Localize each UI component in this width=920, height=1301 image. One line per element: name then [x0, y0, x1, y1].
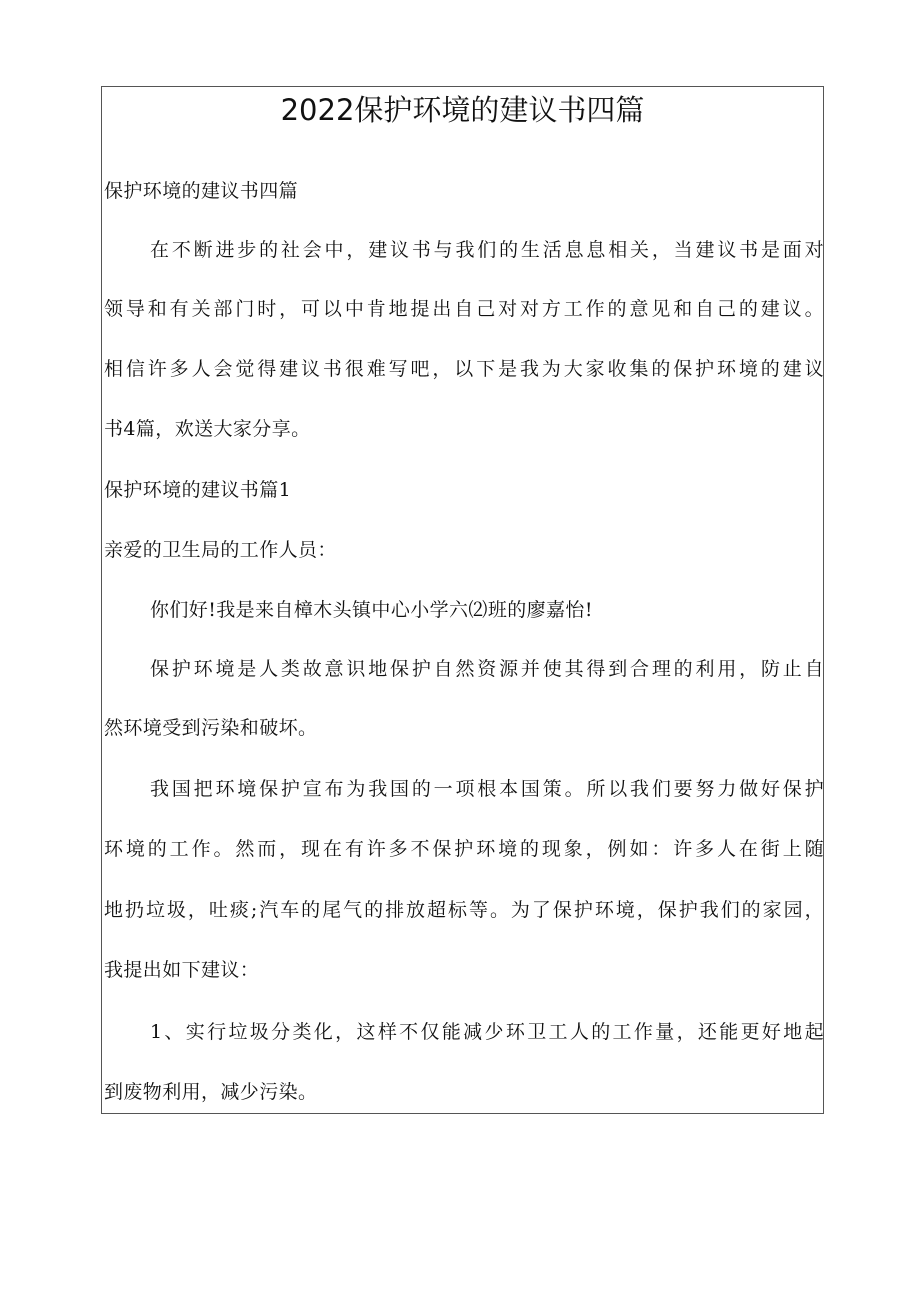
paragraph-line: 书4篇，欢送大家分享。 [104, 418, 311, 440]
salutation-line: 亲爱的卫生局的工作人员： [104, 539, 337, 561]
list-item-line: 1、实行垃圾分类化，这样不仅能减少环卫工人的工作量，还能更好地起 [150, 1021, 824, 1043]
subtitle-line: 保护环境的建议书四篇 [104, 180, 299, 202]
paragraph-line: 我提出如下建议： [104, 959, 260, 981]
list-item-line: 到废物利用，减少污染。 [104, 1081, 318, 1103]
paragraph-line: 相信许多人会觉得建议书很难写吧，以下是我为大家收集的保护环境的建议 [104, 358, 824, 380]
document-title: 2022保护环境的建议书四篇 [280, 93, 645, 127]
paragraph-line: 在不断进步的社会中，建议书与我们的生活息息相关，当建议书是面对 [150, 239, 824, 261]
paragraph-line: 领导和有关部门时，可以中肯地提出自己对对方工作的意见和自己的建议。 [104, 298, 824, 320]
paragraph-line: 环境的工作。然而，现在有许多不保护环境的现象，例如：许多人在街上随 [104, 838, 824, 860]
paragraph-line: 地扔垃圾，吐痰;汽车的尾气的排放超标等。为了保护环境，保护我们的家园， [104, 899, 824, 921]
paragraph-line: 然环境受到污染和破坏。 [104, 717, 318, 739]
greeting-line: 你们好!我是来自樟木头镇中心小学六⑵班的廖嘉怡! [150, 599, 593, 621]
paragraph-line: 我国把环境保护宣布为我国的一项根本国策。所以我们要努力做好保护 [150, 778, 824, 800]
section-heading: 保护环境的建议书篇1 [104, 479, 292, 501]
paragraph-line: 保护环境是人类故意识地保护自然资源并使其得到合理的利用，防止自 [150, 658, 824, 680]
